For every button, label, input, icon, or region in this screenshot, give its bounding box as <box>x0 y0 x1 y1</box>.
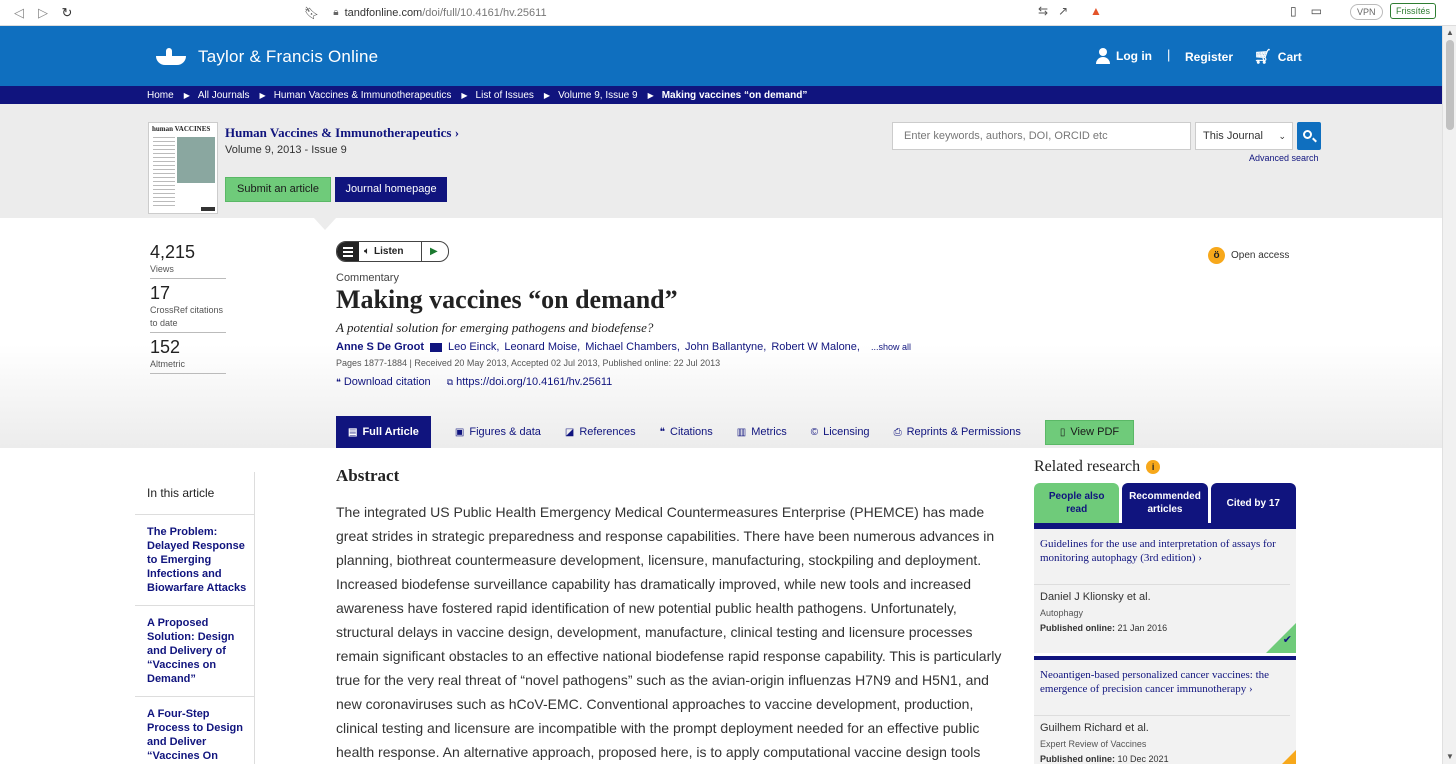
header-divider: | <box>1167 47 1171 62</box>
toc-entry[interactable]: A Proposed Solution: Design and Delivery of “Vaccines on Demand” <box>135 606 254 697</box>
open-access-corner-badge <box>1282 750 1296 764</box>
journal-name: Human Vaccines & Immunotherapeutics <box>225 125 452 140</box>
article-tabs <box>336 416 1134 448</box>
breadcrumb <box>0 86 1442 104</box>
print-icon: ⎙ <box>893 426 902 438</box>
address-bar[interactable] <box>345 7 547 19</box>
tab-references[interactable] <box>565 426 636 438</box>
related-article-author: Daniel J Klionsky et al. <box>1040 591 1151 603</box>
vpn-button[interactable]: VPN <box>1350 4 1383 20</box>
scrollbar-thumb[interactable] <box>1446 40 1454 130</box>
login-label: Log in <box>1116 49 1152 63</box>
submit-article-button[interactable]: Submit an article <box>225 177 331 202</box>
search-scope-select[interactable] <box>1195 122 1293 150</box>
download-citation-label: Download citation <box>343 376 431 388</box>
related-article-card[interactable] <box>1034 529 1296 653</box>
toc-entry[interactable]: The Problem: Delayed Response to Emerging Infections and Biowarfare Attacks <box>135 515 254 606</box>
user-icon <box>1096 48 1110 64</box>
author-link[interactable]: Leo Einck, <box>448 341 500 353</box>
show-all-authors-link[interactable]: ...show all <box>870 342 912 352</box>
lock-icon: 🔒︎ <box>333 7 339 18</box>
tab-licensing[interactable] <box>811 426 870 438</box>
breadcrumb-issues[interactable]: List of Issues <box>475 89 534 101</box>
translate-icon[interactable]: ⇆ <box>1038 4 1049 18</box>
speaker-icon: 🔈︎ <box>364 246 370 257</box>
doi-label: https://doi.org/10.4161/hv.25611 <box>456 376 613 388</box>
tab-cited-by[interactable]: Cited by 17 <box>1211 483 1296 523</box>
article-links <box>336 376 612 388</box>
article-subtitle: A potential solution for emerging pathogens and biodefense? <box>336 320 654 335</box>
journal-name-link[interactable] <box>225 125 459 141</box>
breadcrumb-arrow-icon: ▶ <box>183 90 190 100</box>
url-path: /doi/full/10.4161/hv.25611 <box>422 6 547 19</box>
tab-citations[interactable] <box>660 426 713 438</box>
pdf-icon: ▯ <box>1059 426 1066 438</box>
download-citation-link[interactable] <box>336 376 431 388</box>
metric-altmetric[interactable] <box>150 337 226 374</box>
view-pdf-button[interactable] <box>1045 420 1134 445</box>
back-icon[interactable]: ◁ <box>14 4 24 20</box>
read-check-badge <box>1266 623 1296 653</box>
banner-pointer <box>314 218 336 230</box>
tab-label: Citations <box>670 426 713 438</box>
tab-label: Figures & data <box>469 426 541 438</box>
author-link[interactable]: John Ballantyne, <box>684 341 767 353</box>
tab-label: View PDF <box>1070 426 1120 438</box>
tab-label: Full Article <box>362 426 419 438</box>
breadcrumb-current: Making vaccines “on demand” <box>661 89 808 101</box>
cover-image <box>177 137 215 183</box>
page-scrollbar[interactable] <box>1442 26 1456 764</box>
envelope-icon[interactable] <box>430 343 442 352</box>
wallet-icon[interactable]: ▭ <box>1310 4 1322 18</box>
document-icon: ▤ <box>348 426 358 438</box>
info-icon[interactable]: i <box>1146 460 1160 474</box>
related-title-text: Guidelines for the use and interpretation of assays for monitoring autophagy (3rd edition) <box>1040 538 1276 564</box>
date-value: 10 Dec 2021 <box>1117 754 1169 764</box>
author-link[interactable]: Leonard Moise, <box>504 341 581 353</box>
date-label: Published online: <box>1040 623 1116 633</box>
open-access-label: Open access <box>1231 250 1290 261</box>
quote-icon: ❝ <box>659 426 665 438</box>
tab-metrics[interactable] <box>737 426 787 438</box>
related-title-text: Neoantigen-based personalized cancer vaccines: the emergence of precision cancer immunotherapy <box>1040 669 1270 695</box>
cover-title: human VACCINES <box>152 125 211 133</box>
check-icon: ✔ <box>1282 634 1292 646</box>
breadcrumb-arrow-icon: ▶ <box>461 90 468 100</box>
metric-value: 152 <box>150 337 181 357</box>
link-icon: ⧉ <box>446 377 454 387</box>
related-research-heading <box>1034 458 1160 476</box>
cart-icon: 🛒︎ <box>1254 48 1272 64</box>
metric-value: 17 <box>150 283 171 303</box>
tab-people-also-read[interactable]: People also read <box>1034 483 1119 523</box>
play-icon[interactable]: ▶ <box>430 246 438 257</box>
journal-issue: Volume 9, 2013 - Issue 9 <box>225 144 347 156</box>
journal-homepage-button[interactable]: Journal homepage <box>335 177 447 202</box>
related-article-author: Guilhem Richard et al. <box>1040 722 1149 734</box>
related-article-date <box>1034 749 1296 764</box>
related-article-journal: Autophagy <box>1040 608 1084 618</box>
chevron-right-icon: › <box>454 125 460 140</box>
menu-icon[interactable] <box>337 242 359 261</box>
related-article-card[interactable] <box>1034 656 1296 764</box>
author-link[interactable]: Robert W Malone, <box>771 341 860 353</box>
chevron-right-icon: › <box>1249 683 1253 695</box>
article-title: Making vaccines “on demand” <box>336 285 678 314</box>
toc-heading: In this article <box>135 472 254 515</box>
tab-label: Metrics <box>751 426 787 438</box>
book-icon: ◪ <box>564 426 575 438</box>
lamp-logo-icon <box>152 46 190 68</box>
chevron-down-icon: ⌄ <box>1278 131 1286 141</box>
search-scope-value: This Journal <box>1203 130 1263 142</box>
metric-views[interactable] <box>150 242 226 279</box>
breadcrumb-all-journals[interactable]: All Journals <box>197 89 250 101</box>
cover-text-lines <box>153 137 175 207</box>
copyright-icon: © <box>810 426 819 438</box>
advanced-search-link[interactable]: Advanced search <box>1249 153 1319 163</box>
metric-crossref[interactable] <box>150 283 226 333</box>
open-access-icon: ö <box>1208 247 1225 264</box>
logo-text: Taylor & Francis Online <box>198 47 379 66</box>
related-article-date <box>1034 618 1296 641</box>
metric-label: Views <box>150 264 174 274</box>
tab-figures[interactable] <box>455 426 541 438</box>
abstract-text: The integrated US Public Health Emergency Medical Countermeasures Enterprise (PHEMCE) has made great strides in strategic preparedness and response capabilities. There have been numerous advances in planning, biothreat countermeasure development, licensure, manufacturing, stockpiling and deployment. Increased biodefense surveillance capability has dramatically improved, while new tools and increased awareness have fostered rapid identification of new potential public health pathogens. Unfortunately, structural delays in vaccine design, development, manufacture, clinical testing and licensure processes remain significant obstacles to an effective national biodefense rapid response capability. This is particularly true for the very real threat of “novel pathogens” such as the avian-origin influenzas H7N9 and H5N1, and new coronaviruses such as hCoV-EMC. Conventional approaches to vaccine development, production, clinical testing and licensure are incompatible with the prompt deployment needed for an effective public health response. An alternative approach, proposed here, is to apply computational vaccine design tools <box>336 504 1002 760</box>
date-value: 21 Jan 2016 <box>1117 623 1168 633</box>
breadcrumb-journal[interactable]: Human Vaccines & Immunotherapeutics <box>273 89 452 101</box>
author-link[interactable]: Anne S De Groot <box>336 341 425 353</box>
bookmark-icon[interactable]: 🔖︎ <box>304 5 320 20</box>
cart-link[interactable] <box>1254 48 1302 65</box>
cover-footer <box>201 207 215 211</box>
search-input[interactable]: Enter keywords, authors, DOI, ORCID etc <box>892 122 1191 150</box>
tab-reprints[interactable] <box>894 426 1021 438</box>
journal-banner <box>0 104 1442 218</box>
journal-cover[interactable] <box>148 122 218 214</box>
scroll-up-icon[interactable]: ▲ <box>1446 28 1454 37</box>
table-of-contents <box>135 472 255 764</box>
related-article-title[interactable] <box>1034 529 1290 585</box>
author-link[interactable]: Michael Chambers, <box>585 341 680 353</box>
search-button[interactable] <box>1297 122 1321 150</box>
browser-toolbar <box>0 0 1456 26</box>
image-icon: ▣ <box>454 426 465 438</box>
site-header <box>0 26 1442 86</box>
listen-player <box>336 241 449 262</box>
cart-label: Cart <box>1277 49 1302 64</box>
related-article-title[interactable] <box>1034 660 1290 716</box>
date-label: Published online: <box>1040 754 1116 764</box>
url-host: tandfonline.com <box>344 6 423 19</box>
tab-label: Licensing <box>823 426 870 438</box>
brave-shield-icon[interactable]: ▲ <box>1090 4 1102 18</box>
bar-chart-icon: ▥ <box>736 426 747 438</box>
tab-full-article[interactable] <box>336 416 431 448</box>
site-logo[interactable] <box>152 46 378 68</box>
quote-icon: ❝ <box>336 377 341 387</box>
metric-value: 4,215 <box>150 242 196 262</box>
abstract-heading: Abstract <box>336 466 400 485</box>
author-list <box>336 341 911 353</box>
related-tabs <box>1034 483 1296 523</box>
login-link[interactable] <box>1096 48 1152 64</box>
publication-info: Pages 1877-1884 | Received 20 May 2013, Accepted 02 Jul 2013, Published online: 22 Jul 2013 <box>336 358 721 368</box>
breadcrumb-volume[interactable]: Volume 9, Issue 9 <box>558 89 638 101</box>
tab-recommended-articles[interactable]: Recommended articles <box>1122 483 1207 523</box>
breadcrumb-arrow-icon: ▶ <box>647 90 654 100</box>
metric-label: CrossRef citations to date <box>150 305 224 328</box>
search-icon <box>1303 130 1312 139</box>
sidebar-icon[interactable]: ▯ <box>1290 4 1297 18</box>
breadcrumb-arrow-icon: ▶ <box>259 90 266 100</box>
update-button[interactable]: Frissítés <box>1390 3 1436 19</box>
share-icon[interactable]: ↗ <box>1058 4 1069 18</box>
forward-icon[interactable]: ▷ <box>38 4 48 20</box>
register-link[interactable]: Register <box>1185 50 1234 64</box>
breadcrumb-home[interactable]: Home <box>147 89 174 101</box>
tab-label: References <box>579 426 636 438</box>
doi-link[interactable] <box>447 376 613 388</box>
scroll-down-icon[interactable]: ▼ <box>1446 752 1454 761</box>
article-type: Commentary <box>336 272 399 284</box>
related-heading-label: Related research <box>1034 458 1141 475</box>
chevron-right-icon: › <box>1198 552 1202 564</box>
tab-label: Reprints & Permissions <box>906 426 1021 438</box>
toc-entry[interactable]: A Four-Step Process to Design and Deliver “Vaccines On <box>147 708 243 762</box>
related-article-journal: Expert Review of Vaccines <box>1040 739 1147 749</box>
breadcrumb-arrow-icon: ▶ <box>543 90 551 100</box>
metric-label: Altmetric <box>150 359 186 369</box>
open-access-badge <box>1208 247 1289 264</box>
listen-button[interactable]: Listen <box>374 242 422 261</box>
reload-icon[interactable]: ↻ <box>61 4 73 20</box>
article-metrics <box>150 242 226 378</box>
